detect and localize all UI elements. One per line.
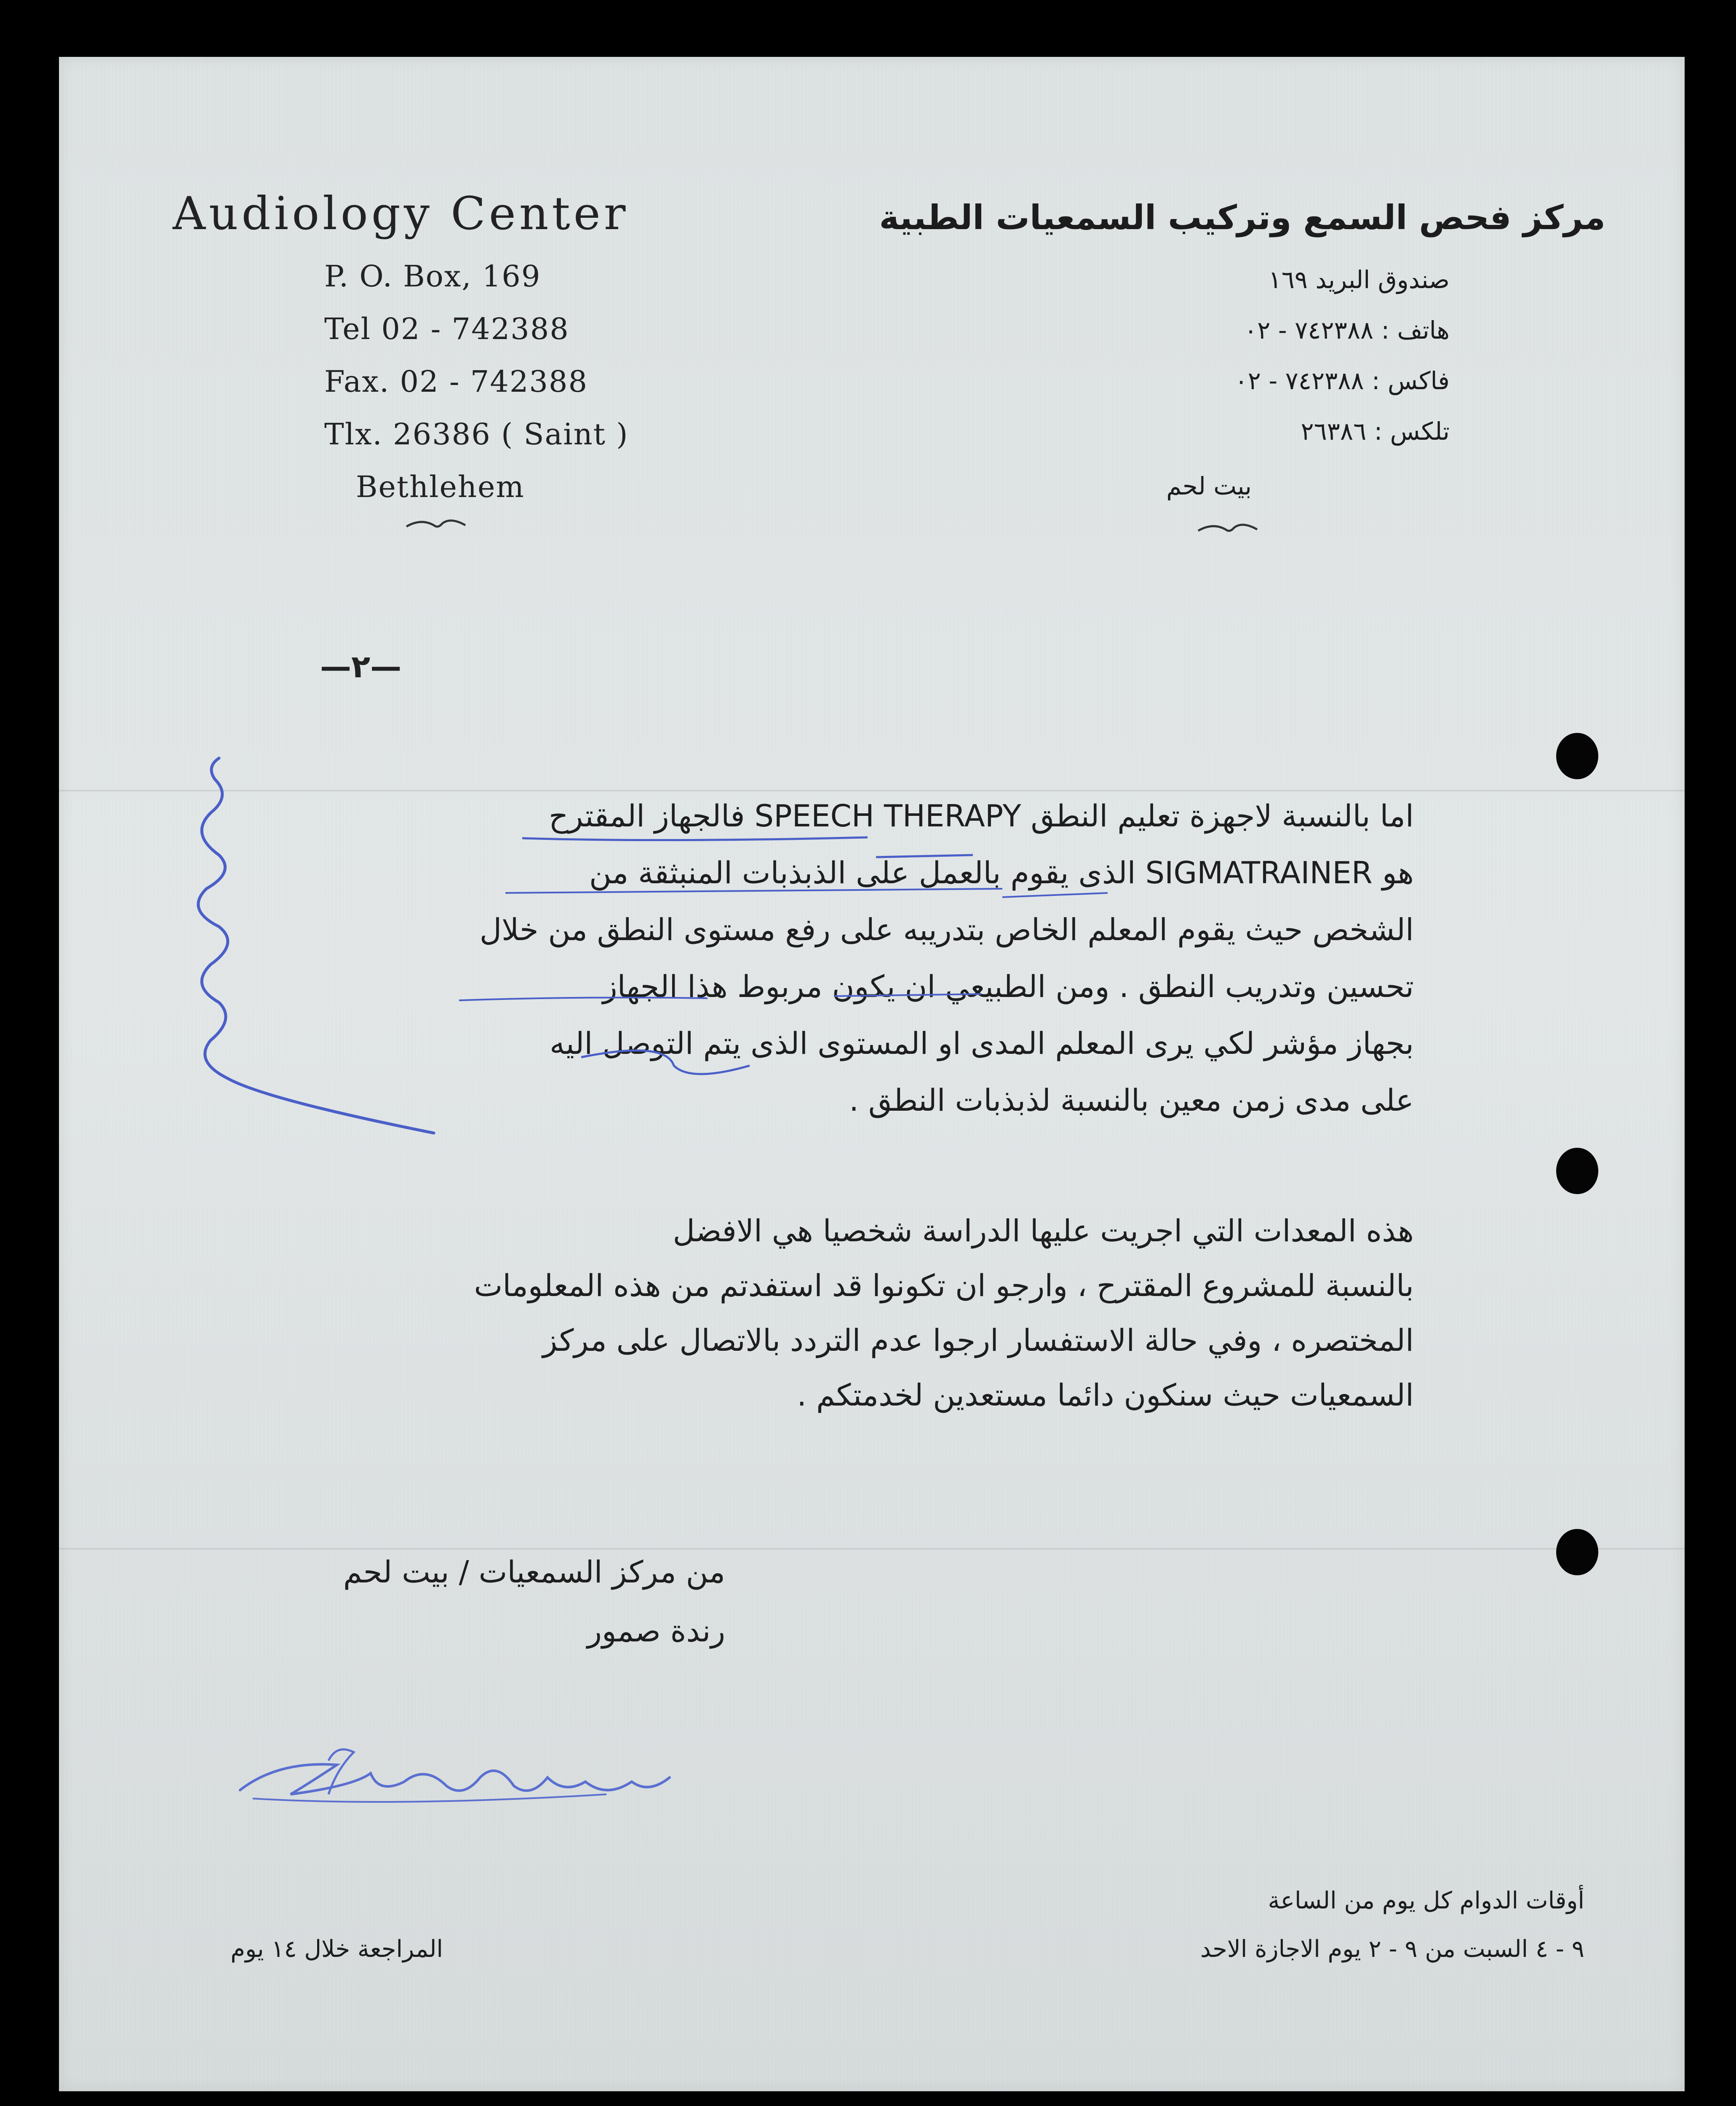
pen-bracket-mark [181,750,455,1150]
handwritten-signature [227,1735,691,1836]
punch-hole [1556,733,1598,779]
letterhead-en-fax: Fax. 02 - 742388 [324,364,588,399]
paragraph1-line: هو SIGMATRAINER الذى يقوم بالعمل على الذبذبات المنبثقة من [589,855,1414,890]
ornament-icon [404,516,467,533]
letterhead-en-name: Audiology Center [173,187,629,240]
footer-hours-title: أوقات الدوام كل يوم من الساعة [1268,1887,1584,1914]
closing-from: من مركز السمعيات / بيت لحم [343,1554,725,1590]
letterhead-ar-city: بيت لحم [1166,472,1252,500]
letterhead-en-pobox: P. O. Box, 169 [324,259,541,294]
letterhead-ar-pobox: صندوق البريد ١٦٩ [1268,265,1450,294]
pen-underlines [455,830,1339,1133]
paragraph2-line: المختصره ، وفي حالة الاستفسار ارجوا عدم التردد بالاتصال على مركز [542,1323,1414,1358]
page-number: —٢— [320,649,402,685]
letterhead-ar-name: مركز فحص السمع وتركيب السمعيات الطبية [879,198,1605,237]
paragraph1-line: الشخص حيث يقوم المعلم الخاص بتدريبه على رفع مستوى النطق من خلال [479,912,1414,947]
paragraph2-line: هذه المعدات التي اجريت عليها الدراسة شخصيا هي الافضل [673,1213,1414,1248]
paragraph1-line: اما بالنسبة لاجهزة تعليم النطق SPEECH THERAPY فالجهاز المقترح [549,798,1414,834]
letterhead-en-tlx: Tlx. 26386 ( Saint ) [324,417,629,452]
paragraph2-line: السمعيات حيث سنكون دائما مستعدين لخدمتكم . [797,1377,1414,1413]
paragraph1-line: بجهاز مؤشر لكي يرى المعلم المدى او المستوى الذى يتم التوصل اليه [550,1026,1414,1061]
punch-hole [1556,1148,1598,1194]
letterhead-ar-tel: هاتف : ٧٤٢٣٨٨ - ٠٢ [1244,316,1450,345]
ornament-icon [1196,520,1259,537]
letterhead-ar-fax: فاكس : ٧٤٢٣٨٨ - ٠٢ [1234,366,1450,395]
paragraph1-line: على مدى زمن معين بالنسبة لذبذبات النطق . [849,1082,1414,1118]
paragraph1-line: تحسين وتدريب النطق . ومن الطبيعي ان يكون مربوط هذا الجهاز [602,969,1414,1004]
footer-hours-detail: ٩ - ٤ السبت من ٩ - ٢ يوم الاجازة الاحد [1200,1935,1584,1963]
closing-name: رندة صمور [587,1613,725,1649]
letterhead-ar-tlx: تلكس : ٢٦٣٨٦ [1301,417,1450,446]
punch-hole [1556,1529,1598,1575]
letterhead-en-tel: Tel 02 - 742388 [324,312,569,346]
fold-line [59,1548,1685,1550]
paragraph2-line: بالنسبة للمشروع المقترح ، وارجو ان تكونوا قد استفدتم من هذه المعلومات [474,1268,1414,1303]
letterhead-en-city: Bethlehem [356,470,525,504]
footer-review-note: المراجعة خلال ١٤ يوم [230,1935,443,1963]
